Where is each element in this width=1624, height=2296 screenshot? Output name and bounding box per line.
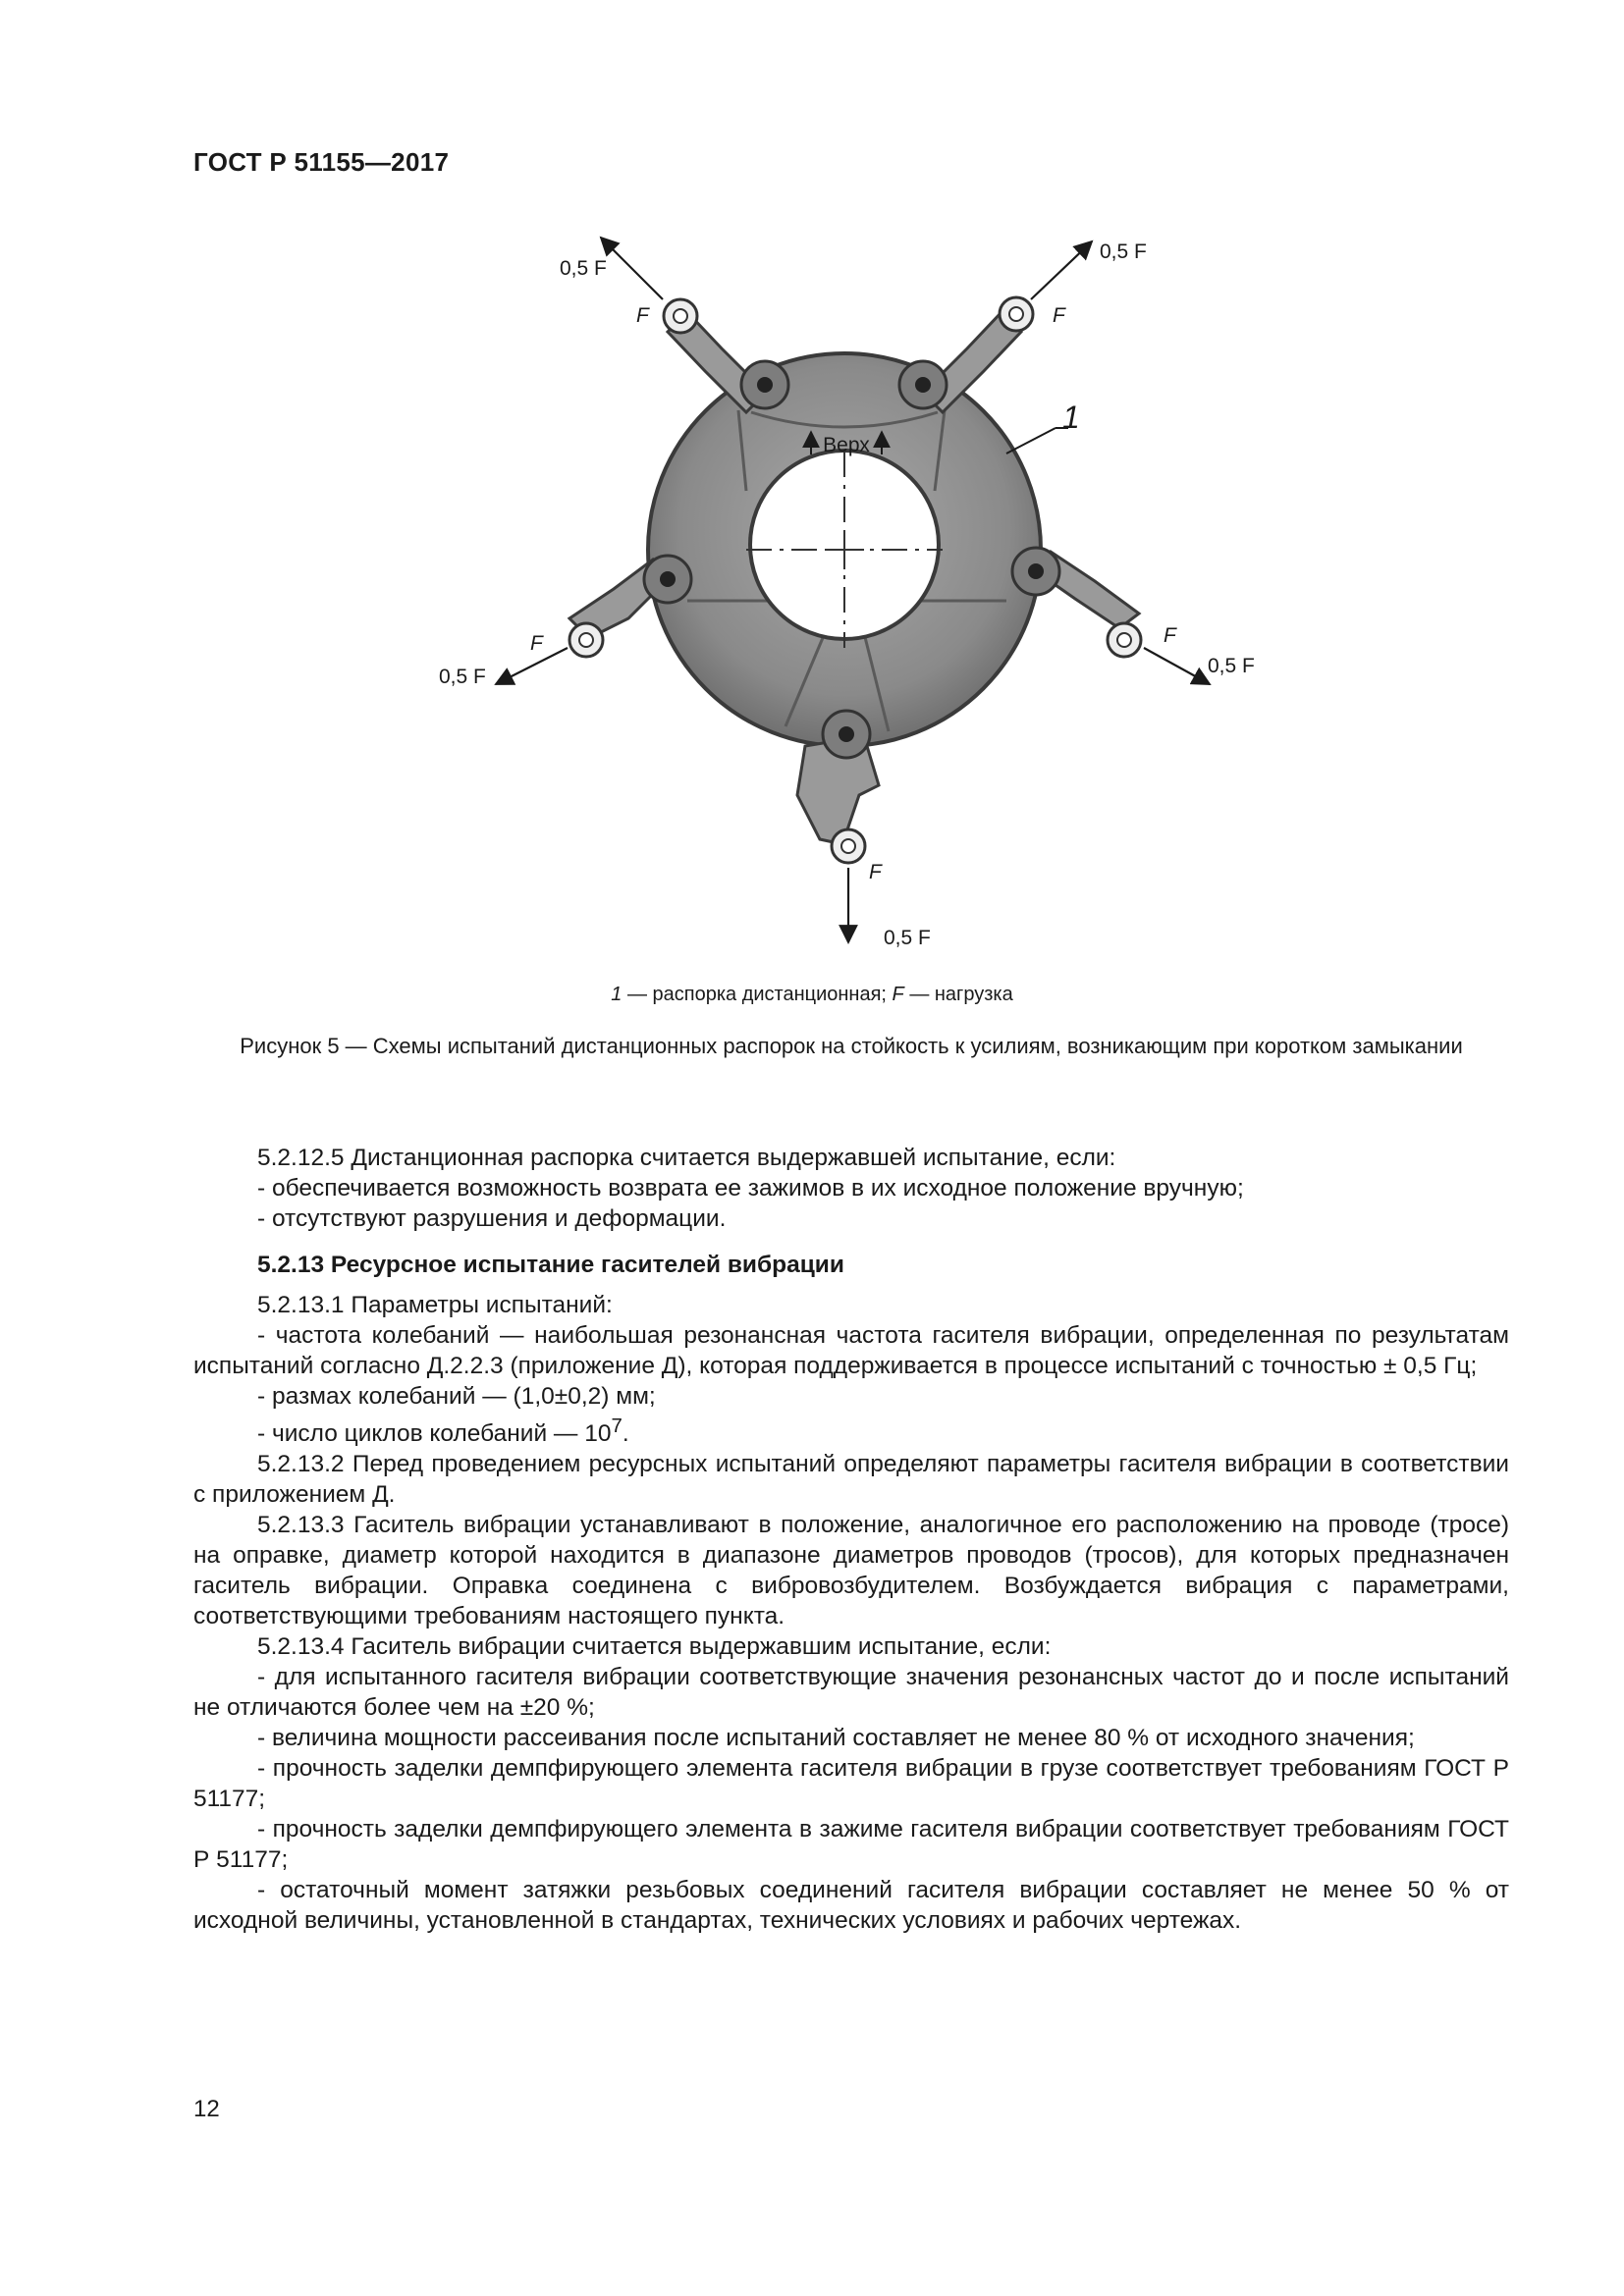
paragraph: 5.2.12.5 Дистанционная распорка считается выдержавшей испытание, если: bbox=[257, 1145, 1116, 1171]
force-label-b: F bbox=[869, 861, 882, 883]
paragraph: 5.2.13.3 Гаситель вибрации устанавливают в положение, аналогичное его расположению на проводе (тросе) на оправке, диаметр которой находится в диапазоне диаметров проводов (тросов), для которых предназначен гаситель вибрации. Оправка соединена с вибровозбудителем. Возбуждается вибрация с параметрами, соответствующими требованиям настоящего пункта. bbox=[193, 1512, 1509, 1630]
spacer-body bbox=[648, 353, 1041, 746]
paragraph: - остаточный момент затяжки резьбовых соединений гасителя вибрации составляет не менее 50 % от исходной величины, установленной в стандартах, технических условиях и рабочих чертежах. bbox=[193, 1877, 1509, 1935]
document-header: ГОСТ Р 51155—2017 bbox=[193, 147, 450, 177]
paragraph: 5.2.13.1 Параметры испытаний: bbox=[257, 1292, 613, 1318]
page-number: 12 bbox=[193, 2096, 220, 2122]
force-label-tl-half: 0,5 F bbox=[560, 257, 607, 280]
paragraph: - для испытанного гасителя вибрации соответствующие значения резонансных частот до и после испытаний не отличаются более чем на ±20 %; bbox=[193, 1664, 1509, 1722]
force-label-tl: F bbox=[636, 304, 649, 327]
figure-caption: Рисунок 5 — Схемы испытаний дистанционных распорок на стойкость к усилиям, возникающим при коротком замыкании bbox=[240, 1034, 1463, 1058]
paragraph: - частота колебаний — наибольшая резонансная частота гасителя вибрации, определенная по результатам испытаний согласно Д.2.2.3 (приложение Д), которая поддерживается в процессе испытаний с точностью ± 0,5 Гц; bbox=[193, 1322, 1509, 1379]
paragraph: - величина мощности рассеивания после испытаний составляет не менее 80 % от исходного значения; bbox=[257, 1725, 1415, 1752]
legend-f: F bbox=[892, 984, 904, 1005]
force-label-tr: F bbox=[1053, 304, 1065, 327]
force-label-r-half: 0,5 F bbox=[1208, 655, 1255, 677]
force-label-b-half: 0,5 F bbox=[884, 927, 931, 949]
cycles-end: . bbox=[622, 1420, 629, 1448]
callout-1 bbox=[1006, 400, 1080, 454]
paragraph: - размах колебаний — (1,0±0,2) мм; bbox=[257, 1383, 656, 1410]
legend-text-2: — нагрузка bbox=[903, 984, 1013, 1005]
figure-legend bbox=[0, 984, 1624, 1006]
paragraph: - отсутствуют разрушения и деформации. bbox=[257, 1205, 727, 1232]
force-label-l-half: 0,5 F bbox=[439, 666, 486, 688]
force-label-l: F bbox=[530, 632, 543, 655]
paragraph: 5.2.13.2 Перед проведением ресурсных испытаний определяют параметры гасителя вибрации в соответствии с приложением Д. bbox=[193, 1451, 1509, 1509]
legend-number: 1 bbox=[611, 984, 623, 1005]
svg-text:Верх: Верх bbox=[823, 434, 870, 456]
section-heading: 5.2.13 Ресурсное испытание гасителей вибрации bbox=[257, 1252, 844, 1278]
body-text bbox=[193, 1143, 1509, 1936]
paragraph: - обеспечивается возможность возврата ее зажимов в их исходное положение вручную; bbox=[257, 1175, 1244, 1201]
legend-text-1: — распорка дистанционная; bbox=[622, 984, 893, 1005]
force-label-tr-half: 0,5 F bbox=[1100, 240, 1147, 263]
paragraph bbox=[193, 1412, 1509, 1449]
svg-text:1: 1 bbox=[1062, 400, 1080, 435]
spacer-test-diagram bbox=[0, 0, 1624, 982]
force-label-r: F bbox=[1164, 624, 1176, 647]
paragraph: - прочность заделки демпфирующего элемента в зажиме гасителя вибрации соответствует требованиям ГОСТ Р 51177; bbox=[193, 1816, 1509, 1874]
paragraph: - прочность заделки демпфирующего элемента гасителя вибрации в грузе соответствует требованиям ГОСТ Р 51177; bbox=[193, 1755, 1509, 1813]
cycles-exponent: 7 bbox=[611, 1415, 623, 1437]
cycles-text: - число циклов колебаний — 10 bbox=[257, 1420, 612, 1448]
paragraph: 5.2.13.4 Гаситель вибрации считается выдержавшим испытание, если: bbox=[257, 1633, 1052, 1661]
